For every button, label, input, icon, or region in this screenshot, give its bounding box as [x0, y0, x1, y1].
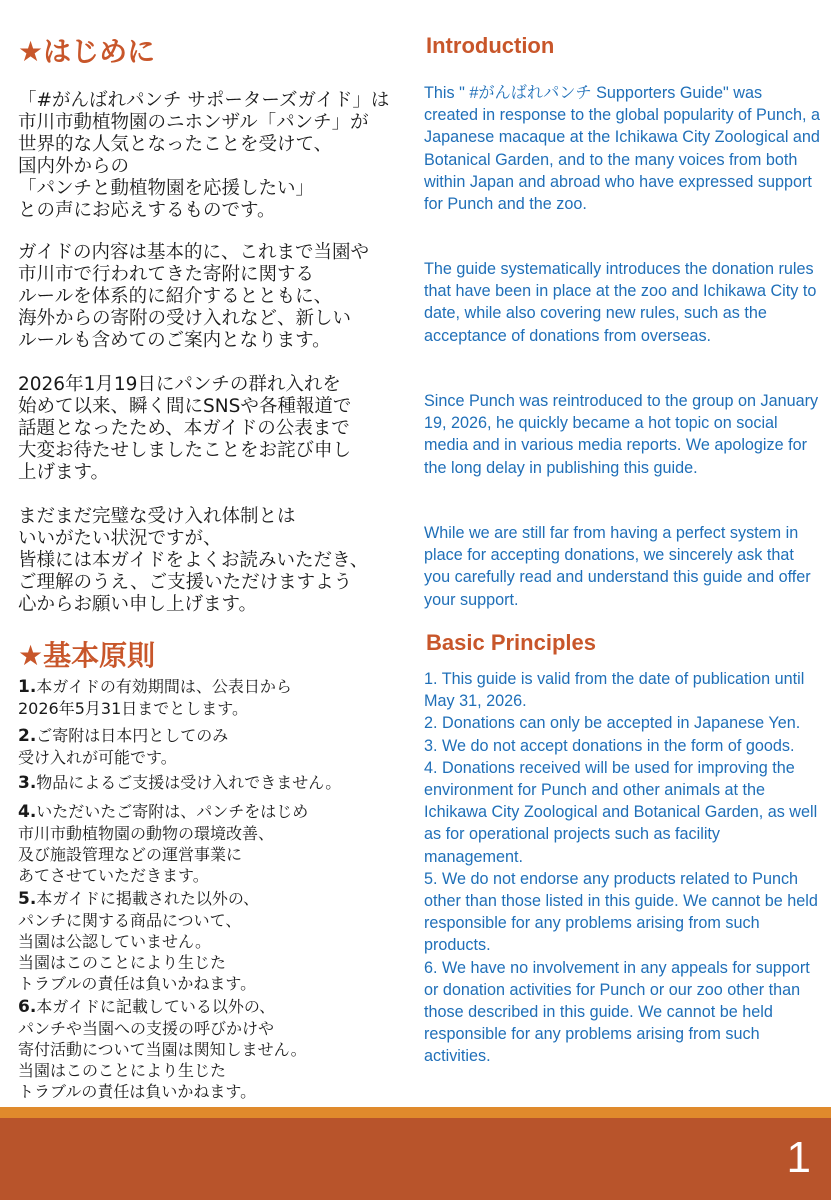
principle-jp-6: 6.本ガイドに記載している以外の、 パンチや当園への支援の呼びかけや 寄付活動について当園は関知しません。 当園はこのことにより生じた トラブルの責任は負いかねます。	[18, 997, 307, 1101]
principles-list-jp	[18, 676, 413, 1102]
principle-jp-2: 2.ご寄附は日本円としてのみ 受け入れが可能です。	[18, 726, 229, 767]
intro-paragraph-en-4: While we are still far from having a perfect system in place for accepting donations, we sincerely ask that you carefully read and understand this guide and offer your support.	[424, 524, 811, 609]
principles-list-en	[424, 668, 820, 1068]
principle-en-1: 1. This guide is valid from the date of publication until May 31, 2026.	[424, 670, 805, 711]
principles-heading-en: Basic Principles	[426, 630, 596, 655]
footer-bar	[0, 1118, 831, 1200]
principle-jp-1: 1.本ガイドの有効期間は、公表日から 2026年5月31日までとします。	[18, 677, 292, 718]
intro-paragraph-en-3: Since Punch was reintroduced to the group on January 19, 2026, he quickly became a hot topic on social media and in various media reports. We apologize for the long delay in publishing this guide.	[424, 392, 819, 477]
principle-en-5: 5. We do not endorse any products related to Punch other than those listed in this guide. We cannot be held responsible for any problems arising from such products.	[424, 869, 818, 955]
principle-en-6: 6. We have no involvement in any appeals for support or donation activities for Punch or our zoo other than those described in this guide. We cannot be held responsible for any problems arising from such activities.	[424, 958, 810, 1066]
intro-paragraph-jp-2: ガイドの内容は基本的に、これまで当園や 市川市で行われてきた寄附に関する ルールを体系的に紹介するとともに、 海外からの寄附の受け入れなど、新しい ルールも含めてのご案内となります。	[18, 242, 369, 351]
intro-paragraph-en-1: This " #がんばれパンチ Supporters Guide" was created in response to the global popularity of Punch, a Japanese macaque at the Ichikawa City Zoological and Botanical Garden, and to the many voices from both within Japan and abroad who have expressed support for Punch and the zoo.	[424, 84, 820, 214]
intro-paragraph-en-2: The guide systematically introduces the donation rules that have been in place at the zoo and Ichikawa City to date, while also covering new rules, such as the acceptance of donations from overseas.	[424, 260, 817, 345]
intro-paragraph-jp-4: まだまだ完璧な受け入れ体制とは いいがたい状況ですが、 皆様には本ガイドをよくお読みいただき、 ご理解のうえ、ご支援いただけますよう 心からお願い申し上げます。	[18, 506, 369, 615]
principle-jp-5: 5.本ガイドに掲載された以外の、 パンチに関する商品について、 当園は公認していません。 当園はこのことにより生じた トラブルの責任は負いかねます。	[18, 889, 260, 993]
intro-heading-en: Introduction	[426, 33, 555, 58]
principle-jp-3: 3.物品によるご支援は受け入れできません。	[18, 773, 342, 793]
principles-heading-jp: ★基本原則	[18, 639, 156, 672]
principle-en-2: 2. Donations can only be accepted in Japanese Yen.	[424, 714, 801, 733]
footer-accent-line	[0, 1107, 831, 1118]
intro-paragraph-jp-3: 2026年1月19日にパンチの群れ入れを 始めて以来、瞬く間にSNSや各種報道で 話題となったため、本ガイドの公表まで 大変お待たせしましたことをお詫び申し 上げます。	[18, 374, 352, 483]
principle-jp-4: 4.いただいたご寄附は、パンチをはじめ 市川市動植物園の動物の環境改善、 及び施設管理などの運営事業に あてさせていただきます。	[18, 802, 309, 885]
principle-en-3: 3. We do not accept donations in the form of goods.	[424, 736, 795, 755]
page-number: 1	[786, 1133, 811, 1182]
intro-heading-jp: ★はじめに	[18, 35, 156, 68]
intro-paragraph-jp-1: 「#がんばれパンチ サポーターズガイド」は 市川市動植物園のニホンザル「パンチ」が 世界的な人気となったことを受けて、 国内外からの 「パンチと動植物園を応援したい」 との声にお応えするものです。	[18, 90, 390, 221]
principle-en-4: 4. Donations received will be used for improving the environment for Punch and other animals at the Ichikawa City Zoological and Botanical Garden, as well as for operational projects such as facility management.	[424, 758, 818, 866]
